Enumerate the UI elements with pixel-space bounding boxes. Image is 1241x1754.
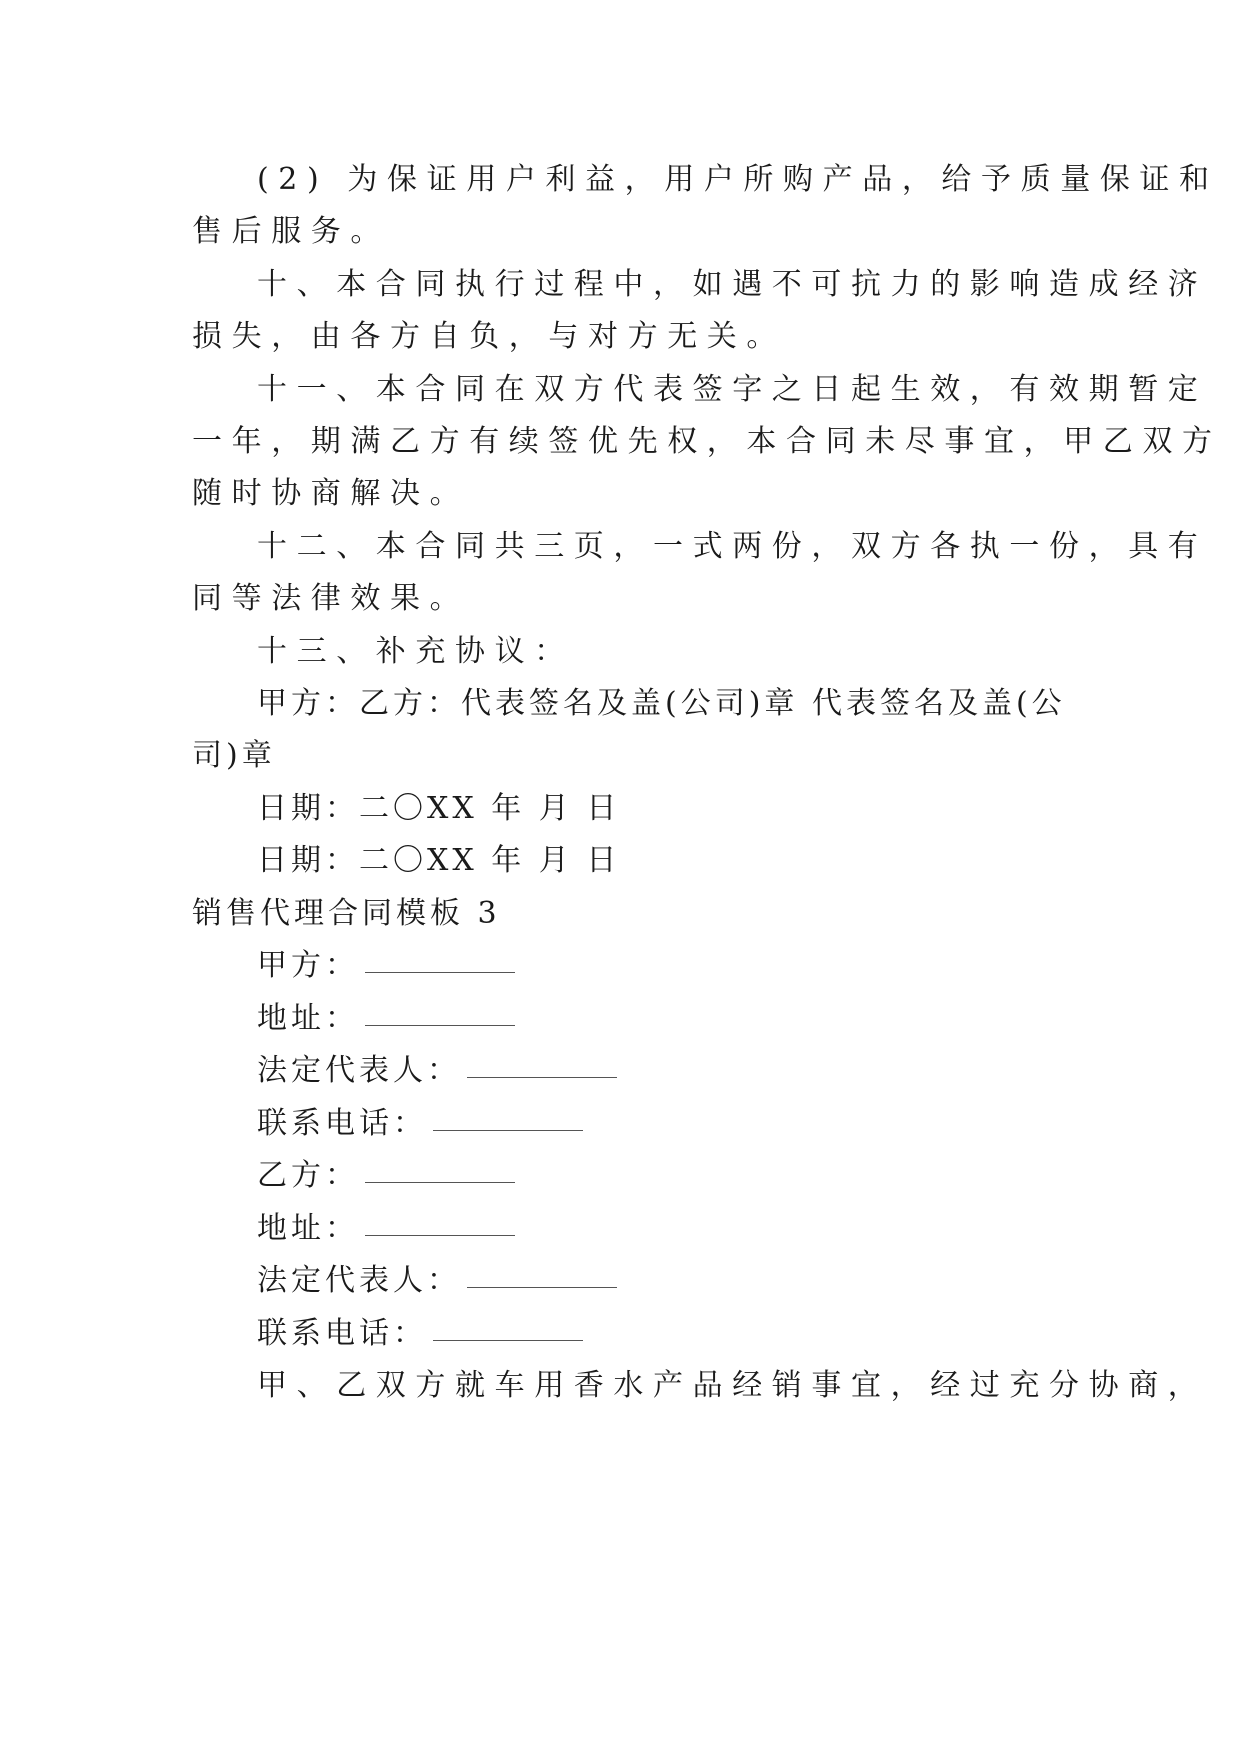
paragraph-line: 十二、本合同共三页，一式两份，双方各执一份，具有 <box>257 529 1208 564</box>
blank-underline <box>467 1285 617 1288</box>
field-label: 联系电话： <box>257 1106 427 1141</box>
paragraph-line: 十一、本合同在双方代表签字之日起生效，有效期暂定 <box>257 372 1208 407</box>
blank-underline <box>467 1075 617 1078</box>
signature-line: 司)章 <box>192 738 276 773</box>
date-line: 日期：二〇XX 年 月 日 <box>257 791 621 826</box>
field-label: 乙方： <box>257 1158 359 1193</box>
signature-line: 甲方：乙方：代表签名及盖(公司)章 代表签名及盖(公 <box>257 686 1066 721</box>
paragraph-line: 十、本合同执行过程中，如遇不可抗力的影响造成经济 <box>257 267 1208 302</box>
party-b-phone-field <box>257 1314 583 1354</box>
paragraph-line: (2) 为保证用户利益，用户所购产品，给予质量保证和 <box>257 162 1219 197</box>
blank-underline <box>365 1023 515 1026</box>
field-label: 法定代表人： <box>257 1053 461 1088</box>
party-a-address-field <box>257 999 515 1039</box>
paragraph-line: 随时协商解决。 <box>192 476 470 511</box>
blank-underline <box>433 1128 583 1131</box>
field-label: 地址： <box>257 1001 359 1036</box>
party-a-legal-rep-field <box>257 1051 617 1091</box>
field-label: 甲方： <box>257 948 359 983</box>
paragraph-line: 甲、乙双方就车用香水产品经销事宜，经过充分协商， <box>257 1368 1208 1403</box>
blank-underline <box>365 970 515 973</box>
blank-underline <box>433 1338 583 1341</box>
party-b-address-field <box>257 1209 515 1249</box>
field-label: 联系电话： <box>257 1316 427 1351</box>
paragraph-line: 一年，期满乙方有续签优先权，本合同未尽事宜，甲乙双方 <box>192 424 1222 459</box>
party-b-name-field <box>257 1156 515 1196</box>
blank-underline <box>365 1233 515 1236</box>
blank-underline <box>365 1180 515 1183</box>
paragraph-line: 售后服务。 <box>192 214 390 249</box>
party-a-phone-field <box>257 1104 583 1144</box>
field-label: 法定代表人： <box>257 1263 461 1298</box>
field-label: 地址： <box>257 1211 359 1246</box>
date-line: 日期：二〇XX 年 月 日 <box>257 843 621 878</box>
section-title: 销售代理合同模板 3 <box>192 896 501 931</box>
paragraph-line: 损失，由各方自负，与对方无关。 <box>192 319 786 354</box>
paragraph-line: 同等法律效果。 <box>192 581 470 616</box>
party-a-name-field <box>257 946 515 986</box>
paragraph-line: 十三、补充协议： <box>257 634 574 669</box>
party-b-legal-rep-field <box>257 1261 617 1301</box>
